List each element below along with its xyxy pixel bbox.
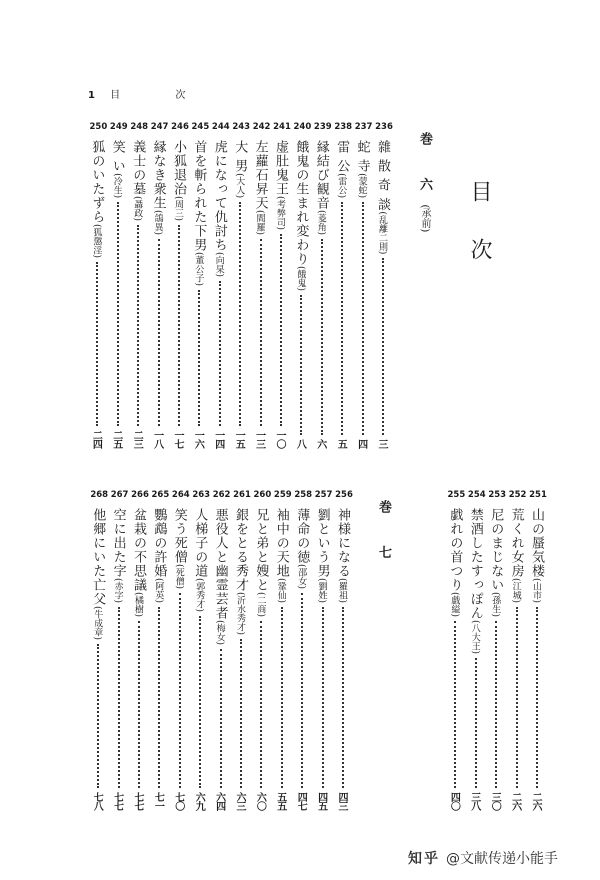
entry-page: 三 bbox=[376, 439, 387, 448]
entry-number: 236 bbox=[375, 122, 393, 132]
entry-source: (聶政) bbox=[132, 196, 143, 222]
entry-number: 251 bbox=[529, 490, 547, 500]
dot-leader bbox=[260, 239, 262, 426]
entry-title-text: 盆栽の不思議 bbox=[131, 508, 146, 592]
entry-source: (大人) bbox=[234, 173, 245, 199]
entry-title bbox=[88, 140, 104, 258]
toc-entry bbox=[508, 490, 527, 810]
toc-entry bbox=[232, 122, 251, 448]
entry-title-text: 神様になる bbox=[335, 508, 350, 578]
toc-entry bbox=[150, 122, 169, 448]
entry-title-text: 禁酒したすっぽん bbox=[467, 508, 483, 620]
entry-title-text: 左蘿石昇天 bbox=[252, 140, 268, 210]
entry-source: (牛成章) bbox=[92, 606, 103, 641]
entry-title bbox=[487, 508, 503, 617]
dot-leader bbox=[300, 295, 302, 435]
volume-6-label bbox=[415, 132, 434, 232]
entry-title bbox=[292, 140, 308, 291]
entry-title bbox=[273, 508, 289, 603]
volume-7-label bbox=[374, 500, 393, 573]
dot-leader bbox=[138, 621, 140, 788]
entry-page: 八 bbox=[294, 439, 306, 448]
entry-source: (周三) bbox=[173, 196, 183, 222]
entry-title-text: 虎になって仇討ち bbox=[211, 140, 227, 252]
dot-leader bbox=[178, 225, 180, 426]
entry-number: 266 bbox=[131, 490, 149, 500]
entry-title bbox=[150, 508, 166, 603]
dot-leader bbox=[280, 234, 282, 426]
entry-page: 二五 bbox=[110, 430, 122, 448]
dot-leader bbox=[179, 593, 181, 788]
entry-title-text: 荒くれ女房 bbox=[508, 508, 524, 578]
entry-page: 三〇 bbox=[489, 792, 501, 810]
entry-number: 263 bbox=[192, 490, 211, 500]
entry-title bbox=[313, 140, 329, 235]
page-folio: 1 bbox=[88, 90, 97, 101]
entry-source: (閻羅) bbox=[254, 210, 265, 236]
entry-title-text: 雷 公 bbox=[334, 140, 350, 174]
entry-number: 264 bbox=[171, 490, 190, 500]
entry-title-text: 虚肚鬼王 bbox=[273, 140, 288, 196]
entry-source: (山市) bbox=[531, 578, 541, 604]
toc-entry bbox=[212, 490, 231, 810]
entry-number: 243 bbox=[232, 122, 251, 132]
entry-source: (菱角) bbox=[315, 210, 326, 236]
entry-page: 四七 bbox=[295, 792, 307, 810]
dot-leader bbox=[516, 607, 518, 788]
entry-page: 二四 bbox=[90, 430, 102, 448]
entry-number: 237 bbox=[354, 122, 373, 132]
entry-page: 四三 bbox=[336, 792, 347, 810]
entry-page: 一八 bbox=[151, 430, 163, 448]
entry-number: 267 bbox=[110, 490, 129, 500]
entry-page: 五五 bbox=[274, 792, 286, 810]
toc-entry bbox=[171, 490, 190, 810]
entry-number: 242 bbox=[252, 122, 271, 132]
entry-source: (向杲) bbox=[213, 252, 224, 278]
dot-leader bbox=[495, 621, 497, 788]
entry-title-text: 兄と弟と嫂と bbox=[253, 508, 269, 592]
entry-page: 四 bbox=[355, 439, 367, 448]
entry-page: 二三 bbox=[131, 430, 143, 448]
toc-entry bbox=[529, 490, 547, 810]
toc-entry bbox=[354, 122, 373, 448]
entry-source: (赤字) bbox=[112, 578, 123, 604]
entry-source: (狐懲淫) bbox=[91, 224, 102, 259]
entry-page: 五 bbox=[335, 439, 347, 448]
entry-title-text: 戯れの首つり bbox=[447, 508, 463, 592]
entry-title bbox=[190, 140, 206, 286]
entry-title-text: 銀をとる秀才 bbox=[233, 508, 248, 592]
entry-title-text: 縁なき衆生 bbox=[150, 140, 166, 210]
entry-page: 四〇 bbox=[448, 792, 460, 810]
page-title: 目次 bbox=[467, 180, 492, 296]
entry-source: (郭秀才) bbox=[194, 578, 205, 613]
entry-number: 255 bbox=[447, 490, 466, 500]
entry-number: 245 bbox=[191, 122, 210, 132]
toc-entry bbox=[90, 490, 109, 810]
dot-leader bbox=[342, 607, 344, 788]
entry-page: 一五 bbox=[233, 430, 245, 448]
entry-title-text: 薄命の徳 bbox=[294, 508, 310, 564]
entry-source: (阿英) bbox=[153, 578, 164, 604]
entry-title-text: 他郷にいた亡父 bbox=[90, 508, 106, 606]
dot-leader bbox=[281, 607, 283, 788]
dot-leader bbox=[341, 202, 343, 435]
entry-number: 241 bbox=[273, 122, 291, 132]
dot-leader bbox=[536, 607, 538, 788]
dot-leader bbox=[322, 607, 324, 788]
entry-page: 六 bbox=[314, 439, 326, 448]
entry-number: 261 bbox=[233, 490, 251, 500]
entry-title bbox=[191, 508, 207, 612]
toc-entry bbox=[253, 490, 272, 810]
entry-title bbox=[150, 140, 166, 235]
entry-title bbox=[252, 508, 268, 617]
toc-entry bbox=[335, 490, 353, 810]
entry-source: (戯縊) bbox=[449, 592, 460, 618]
toc-entry bbox=[488, 490, 507, 810]
dot-leader bbox=[158, 607, 160, 788]
running-header bbox=[88, 86, 211, 101]
dot-leader bbox=[219, 281, 221, 426]
entry-number: 247 bbox=[150, 122, 169, 132]
entry-title-text: 大 男 bbox=[232, 140, 248, 174]
toc-entry bbox=[467, 490, 486, 810]
entry-page: 二六 bbox=[530, 792, 541, 810]
entry-title bbox=[231, 140, 247, 198]
toc-entry bbox=[211, 122, 230, 448]
entry-number: 257 bbox=[314, 490, 333, 500]
toc-entry bbox=[110, 490, 129, 810]
toc-entry bbox=[273, 122, 291, 448]
toc-entry bbox=[375, 122, 393, 448]
entry-page: 六四 bbox=[213, 792, 225, 810]
entry-number: 256 bbox=[335, 490, 353, 500]
entry-source: (沂水秀才) bbox=[235, 592, 245, 636]
entry-title-text: 空に出た字 bbox=[110, 508, 126, 578]
dot-leader bbox=[199, 616, 201, 788]
watermark-handle: @文献传递小能手 bbox=[446, 851, 558, 867]
entry-title bbox=[508, 508, 524, 603]
entry-title-text: 狐のいたずら bbox=[89, 140, 105, 224]
header-word: 目 次 bbox=[110, 90, 212, 101]
entry-number: 260 bbox=[253, 490, 272, 500]
entry-title bbox=[130, 508, 146, 617]
volume-6-text: 巻 六 bbox=[417, 132, 432, 205]
entry-number: 244 bbox=[211, 122, 230, 132]
entry-number: 265 bbox=[151, 490, 170, 500]
entry-number: 249 bbox=[109, 122, 128, 132]
entry-title-text: 義士の墓 bbox=[130, 140, 146, 196]
volume-6-note: (承前) bbox=[419, 204, 430, 233]
dot-leader bbox=[362, 202, 364, 435]
entry-number: 238 bbox=[334, 122, 353, 132]
toc-entry bbox=[293, 122, 312, 448]
dot-leader bbox=[117, 202, 119, 426]
dot-leader bbox=[158, 239, 160, 426]
entry-number: 246 bbox=[171, 122, 189, 132]
entry-title-text: 鸚鵡の許婚 bbox=[151, 508, 167, 578]
dot-leader bbox=[475, 658, 477, 788]
toc-entry bbox=[273, 490, 292, 810]
entry-source: (二商) bbox=[255, 592, 266, 618]
entry-source: (橘樹) bbox=[133, 592, 143, 618]
entry-title bbox=[89, 508, 105, 640]
entry-source: (死僧) bbox=[173, 564, 184, 590]
entry-source: (八大王) bbox=[469, 620, 480, 655]
entry-page: 二六 bbox=[509, 792, 521, 810]
entry-title-text: 雜 散 奇 談 bbox=[375, 140, 390, 212]
entry-title-text: 小狐退治 bbox=[171, 140, 186, 196]
entry-source: (鞏仙) bbox=[275, 578, 286, 604]
entry-source: (考弊司) bbox=[275, 196, 285, 231]
toc-entry bbox=[313, 122, 332, 448]
toc-entry bbox=[89, 122, 108, 448]
entry-number: 240 bbox=[293, 122, 312, 132]
entry-title bbox=[446, 508, 462, 617]
entry-page: 六三 bbox=[234, 792, 245, 810]
entry-title-text: 笑 い bbox=[109, 140, 125, 174]
entry-source: (梅女) bbox=[214, 620, 225, 646]
dot-leader bbox=[454, 621, 456, 788]
entry-source: (雷公) bbox=[336, 173, 347, 199]
dot-leader bbox=[239, 202, 241, 426]
entry-number: 254 bbox=[467, 490, 486, 500]
dot-leader bbox=[301, 593, 303, 788]
entry-title bbox=[211, 140, 227, 277]
toc-entry bbox=[130, 122, 149, 448]
entry-number: 250 bbox=[89, 122, 108, 132]
entry-source: (冷生) bbox=[111, 173, 122, 199]
entry-page: 一〇 bbox=[274, 430, 285, 448]
entry-page: 三八 bbox=[468, 792, 480, 810]
entry-title-text: 首を斬られた下男 bbox=[191, 140, 207, 252]
entry-title-text: 尼のまじない bbox=[488, 508, 504, 592]
entry-source: (劉姓) bbox=[316, 578, 327, 604]
entry-page: 七一 bbox=[152, 792, 164, 810]
entry-number: 248 bbox=[130, 122, 149, 132]
entry-page: 七〇 bbox=[172, 792, 184, 810]
toc-entry bbox=[131, 490, 149, 810]
entry-title-text: 人梯子の道 bbox=[192, 508, 208, 578]
toc-entry bbox=[314, 490, 333, 810]
entry-title bbox=[129, 140, 145, 221]
entry-page: 七八 bbox=[91, 792, 103, 810]
toc-entry bbox=[109, 122, 128, 448]
toc-entry bbox=[192, 490, 211, 810]
entry-number: 259 bbox=[273, 490, 292, 500]
entry-title bbox=[232, 508, 248, 635]
entry-source: (董公子) bbox=[193, 252, 204, 287]
entry-page: 六九 bbox=[193, 792, 205, 810]
dot-leader bbox=[220, 649, 222, 788]
entry-title bbox=[110, 508, 126, 603]
entry-title bbox=[528, 508, 544, 603]
dot-leader bbox=[240, 639, 242, 788]
entry-number: 258 bbox=[294, 490, 313, 500]
entry-page: 六〇 bbox=[254, 792, 266, 810]
entry-title bbox=[374, 140, 390, 254]
entry-title bbox=[170, 140, 186, 221]
entry-title-text: 笑う死僧 bbox=[171, 508, 187, 564]
watermark bbox=[408, 848, 558, 868]
entry-source: (孫生) bbox=[490, 592, 501, 618]
entry-source: (餓鬼) bbox=[295, 266, 306, 292]
entry-title bbox=[333, 140, 349, 198]
entry-source: (江城) bbox=[510, 578, 521, 604]
entry-title bbox=[212, 508, 228, 645]
entry-title bbox=[252, 140, 268, 235]
entry-source: (鴿異) bbox=[152, 210, 163, 236]
entry-title bbox=[334, 508, 350, 603]
dot-leader bbox=[96, 262, 98, 426]
dot-leader bbox=[260, 621, 262, 788]
dot-leader bbox=[137, 225, 139, 426]
dot-leader bbox=[97, 644, 99, 788]
dot-leader bbox=[198, 290, 200, 426]
entry-title bbox=[354, 140, 370, 198]
entry-page: 七七 bbox=[111, 792, 123, 810]
entry-page: 四五 bbox=[315, 792, 327, 810]
entry-title-text: 袖中の天地 bbox=[273, 508, 289, 578]
entry-number: 262 bbox=[212, 490, 231, 500]
entry-page: 七七 bbox=[132, 792, 143, 810]
entry-title-text: 劉という男 bbox=[314, 508, 330, 578]
volume-7-text: 巻 七 bbox=[376, 500, 391, 573]
entry-number: 253 bbox=[488, 490, 507, 500]
toc-entry bbox=[171, 122, 189, 448]
entry-title bbox=[171, 508, 187, 589]
toc-entry bbox=[151, 490, 170, 810]
entry-number: 239 bbox=[313, 122, 332, 132]
entry-title bbox=[293, 508, 309, 589]
dot-leader bbox=[118, 607, 120, 788]
entry-number: 268 bbox=[90, 490, 109, 500]
entry-source: (乱離二則) bbox=[377, 211, 387, 255]
entry-title bbox=[314, 508, 330, 603]
entry-title bbox=[109, 140, 125, 198]
entry-page: 一七 bbox=[172, 430, 183, 448]
entry-source: (羅祖) bbox=[337, 578, 347, 604]
entry-page: 一三 bbox=[253, 430, 265, 448]
entry-title-text: 山の蜃気楼 bbox=[529, 508, 544, 578]
entry-title-text: 悪役人と幽霊芸者 bbox=[212, 508, 228, 620]
entry-source: (邵女) bbox=[296, 564, 307, 590]
entry-title bbox=[272, 140, 288, 230]
entry-page: 一四 bbox=[212, 430, 224, 448]
watermark-brand: 知乎 bbox=[408, 851, 440, 867]
entry-title-text: 蛇 寺 bbox=[354, 140, 370, 174]
entry-title-text: 餓鬼の生まれ変わり bbox=[293, 140, 309, 266]
dot-leader bbox=[321, 239, 323, 435]
entry-page: 一六 bbox=[192, 430, 204, 448]
toc-entry bbox=[233, 490, 251, 810]
entry-title-text: 縁結び観音 bbox=[313, 140, 329, 210]
toc-entry bbox=[334, 122, 353, 448]
toc-entry bbox=[294, 490, 313, 810]
dot-leader bbox=[382, 258, 384, 435]
entry-title bbox=[467, 508, 483, 654]
toc-entry bbox=[447, 490, 466, 810]
entry-source: (蒙蛇) bbox=[356, 173, 367, 199]
entry-number: 252 bbox=[508, 490, 527, 500]
toc-entry bbox=[252, 122, 271, 448]
toc-entry bbox=[191, 122, 210, 448]
